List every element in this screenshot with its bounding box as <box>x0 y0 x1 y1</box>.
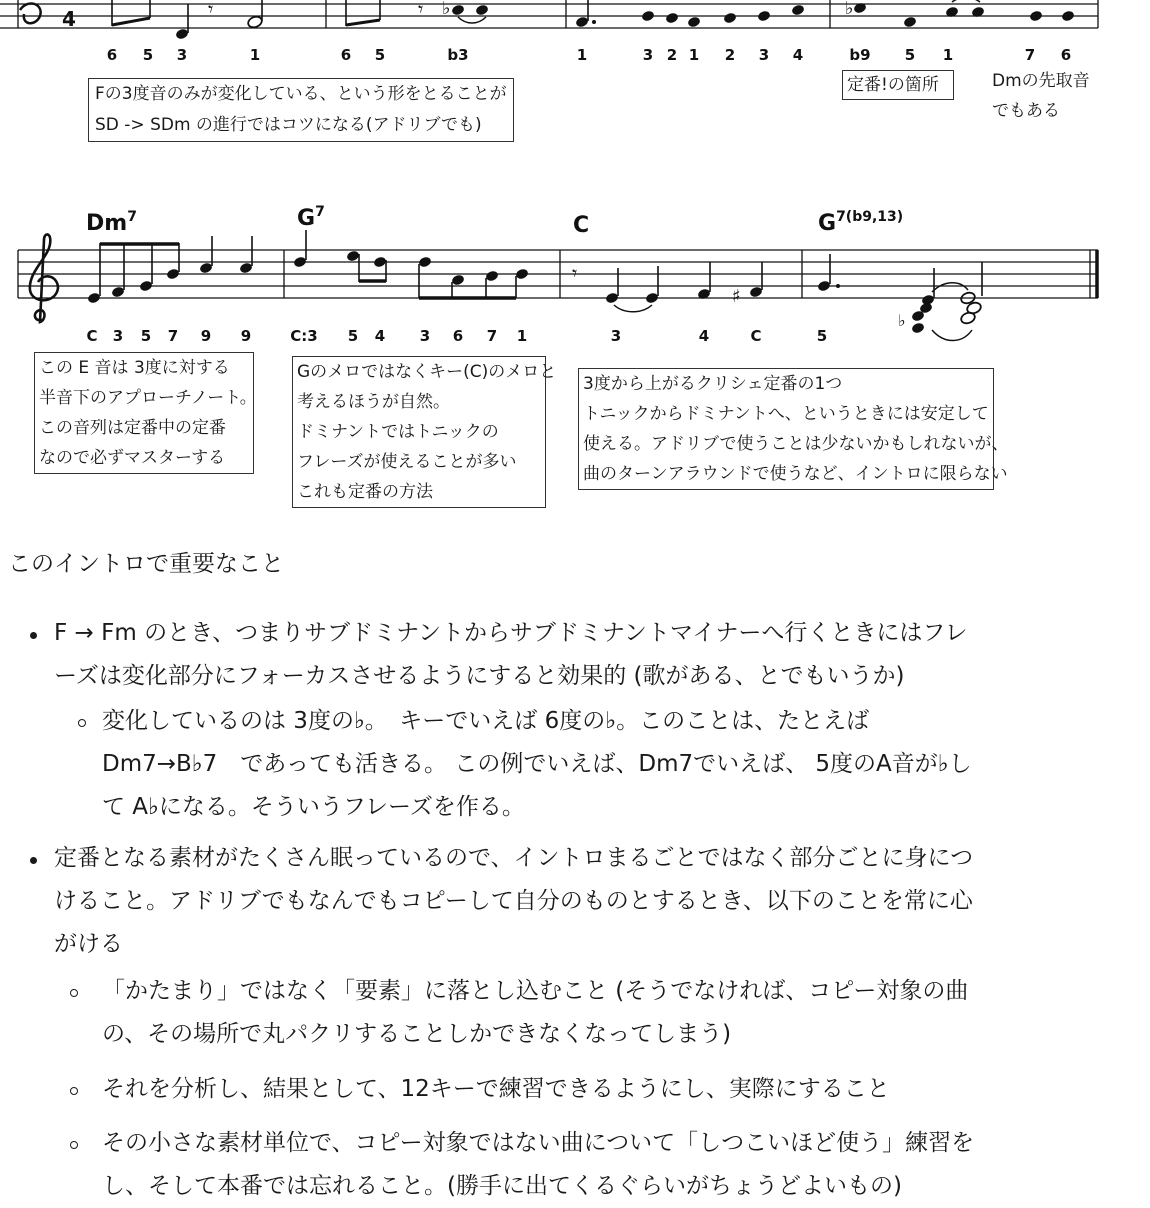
annotation-line: トニックからドミナントへ、というときには安定して <box>583 404 989 424</box>
annotation-line: この音列は定番中の定番 <box>39 418 226 438</box>
annotation-line: Fの3度音のみが変化している、という形をとることが <box>95 84 507 104</box>
svg-text:♯: ♯ <box>732 286 741 307</box>
annotation-line: これも定番の方法 <box>297 482 433 502</box>
annotation-box-row2-approach <box>34 352 257 474</box>
degree-label: C:3 <box>290 327 318 345</box>
annotation-line: 考えるほうが自然。 <box>297 392 450 412</box>
list-item-line: けること。アドリブでもなんでもコピーして自分のものとするとき、以下のことを常に心 <box>54 888 973 914</box>
degree-label: 7 <box>486 327 498 345</box>
degree-label: 4 <box>374 327 386 345</box>
chord-c: C <box>573 213 590 238</box>
sub-bullet-icon <box>70 1087 78 1095</box>
annotation-line: なので必ずマスターする <box>39 448 226 468</box>
degree-label: b3 <box>447 46 469 64</box>
annotation-box-row1-standard <box>842 70 954 100</box>
list-item-line: し、そして本番では忘れること。(勝手に出てくるぐらいがちょうどよいもの) <box>102 1173 902 1199</box>
svg-text:𝄾: 𝄾 <box>572 261 578 285</box>
svg-text:♭: ♭ <box>442 0 451 19</box>
row2-chord-symbols <box>86 204 903 238</box>
annotation-line: 半音下のアプローチノート。 <box>39 388 257 408</box>
sub-list-item <box>102 1068 1132 1111</box>
annotation-line: 定番!の箇所 <box>847 75 939 95</box>
staff-row-2 <box>18 250 1098 298</box>
sub-bullet-icon <box>70 1141 78 1149</box>
row2-notes <box>87 230 982 341</box>
degree-label: 5 <box>816 327 828 345</box>
row2-degree-labels <box>86 327 827 345</box>
annotation-line: でもある <box>992 101 1060 121</box>
svg-text:♭: ♭ <box>898 311 906 330</box>
section-heading: このイントロで重要なこと <box>8 551 284 577</box>
degree-label: 3 <box>419 327 431 345</box>
annotation-row1-anticipation <box>992 66 1090 126</box>
annotation-line: SD -> SDm の進行ではコツになる(アドリブでも) <box>95 115 482 135</box>
degree-label: 1 <box>942 46 954 64</box>
row1-degree-labels <box>107 46 1071 64</box>
degree-label: b9 <box>849 46 871 64</box>
degree-label: C <box>86 327 98 345</box>
list-item-line: その小さな素材単位で、コピー対象ではない曲について「しつこいほど使う」練習を <box>102 1130 975 1156</box>
staff-row-1 <box>0 0 1098 28</box>
degree-label: 1 <box>516 327 528 345</box>
list-item-line: Dm7→B♭7 であっても活きる。 この例でいえば、Dm7でいえば、 5度のA音が♭し <box>102 751 972 777</box>
degree-label: 3 <box>112 327 124 345</box>
list-item-line: の、その場所で丸パクリすることしかできなくなってしまう) <box>102 1021 732 1047</box>
degree-label: 1 <box>249 46 261 64</box>
degree-label: 5 <box>347 327 359 345</box>
sub-list-item <box>102 700 1132 829</box>
list-item <box>54 837 1134 966</box>
annotation-line: ドミナントではトニックの <box>297 422 499 442</box>
list-item-line: 変化しているのは 3度の♭。 キーでいえば 6度の♭。このことは、たとえば <box>102 708 870 734</box>
annotation-line: 曲のターンアラウンドで使うなど、イントロに限らない <box>583 464 1008 484</box>
degree-label: 2 <box>666 46 678 64</box>
degree-label: 3 <box>610 327 622 345</box>
svg-text:4: 4 <box>62 7 76 31</box>
degree-label: 9 <box>200 327 212 345</box>
degree-label: 6 <box>1060 46 1072 64</box>
list-item-line: がける <box>54 931 123 957</box>
degree-label: 9 <box>240 327 252 345</box>
annotation-line: 使える。アドリブで使うことは少ないかもしれないが、 <box>583 434 1009 454</box>
degree-label: 4 <box>698 327 710 345</box>
degree-label: 1 <box>688 46 700 64</box>
degree-label: 6 <box>106 46 118 64</box>
list-item-line: ーズは変化部分にフォーカスさせるようにすると効果的 (歌がある、とでもいうか) <box>54 663 905 689</box>
row1-notes <box>20 0 1075 40</box>
degree-label: 5 <box>142 46 154 64</box>
list-item-line: 「かたまり」ではなく「要素」に落とし込むこと (そうでなければ、コピー対象の曲 <box>102 978 969 1004</box>
chord-g7-b9-13: $G^{7(b9,13)}$ <box>818 209 904 236</box>
svg-text:𝄾: 𝄾 <box>208 0 214 21</box>
annotation-line: Gのメロではなくキー(C)のメロと <box>297 362 557 382</box>
sub-list-item <box>102 1122 1132 1208</box>
degree-label: 6 <box>340 46 352 64</box>
degree-label: 1 <box>576 46 588 64</box>
annotation-line: この E 音は 3度に対する <box>39 358 230 378</box>
degree-label: 2 <box>724 46 736 64</box>
list-item-line: それを分析し、結果として、12キーで練習できるようにし、実際にすること <box>102 1076 890 1102</box>
sub-list-item <box>102 970 1132 1056</box>
annotation-box-row2-key-melody <box>292 356 557 508</box>
treble-clef-icon <box>30 234 58 322</box>
sub-bullet-icon <box>78 719 86 727</box>
degree-label: 3 <box>176 46 188 64</box>
bullet-icon <box>30 857 37 864</box>
chord-g7: $G^7$ <box>297 204 325 231</box>
degree-label: 7 <box>1024 46 1036 64</box>
degree-label: 5 <box>140 327 152 345</box>
degree-label: 4 <box>792 46 804 64</box>
degree-label: 7 <box>167 327 179 345</box>
degree-label: 5 <box>904 46 916 64</box>
list-item-line: 定番となる素材がたくさん眠っているので、イントロまるごとではなく部分ごとに身につ <box>54 845 974 871</box>
bullet-icon <box>30 632 37 639</box>
annotation-box-row2-cliche <box>578 368 1009 490</box>
annotation-line: フレーズが使えることが多い <box>297 452 517 472</box>
degree-label: 5 <box>374 46 386 64</box>
annotation-box-row1-main <box>88 78 514 142</box>
annotation-line: 3度から上がるクリシェ定番の1つ <box>583 374 843 394</box>
svg-text:𝄾: 𝄾 <box>418 0 424 21</box>
list-item-line: F → Fm のとき、つまりサブドミナントからサブドミナントマイナーへ行くときにはフレ <box>54 620 968 646</box>
degree-label: 3 <box>642 46 654 64</box>
degree-label: 6 <box>452 327 464 345</box>
sub-bullet-icon <box>70 989 78 997</box>
svg-text:♭: ♭ <box>845 0 854 19</box>
degree-label: C <box>750 327 762 345</box>
chord-dm7: Dm$^7$ <box>86 209 137 236</box>
annotation-line: Dmの先取音 <box>992 71 1090 91</box>
list-item-line: て A♭になる。そういうフレーズを作る。 <box>102 794 525 820</box>
degree-label: 3 <box>758 46 770 64</box>
list-item <box>54 612 1134 698</box>
